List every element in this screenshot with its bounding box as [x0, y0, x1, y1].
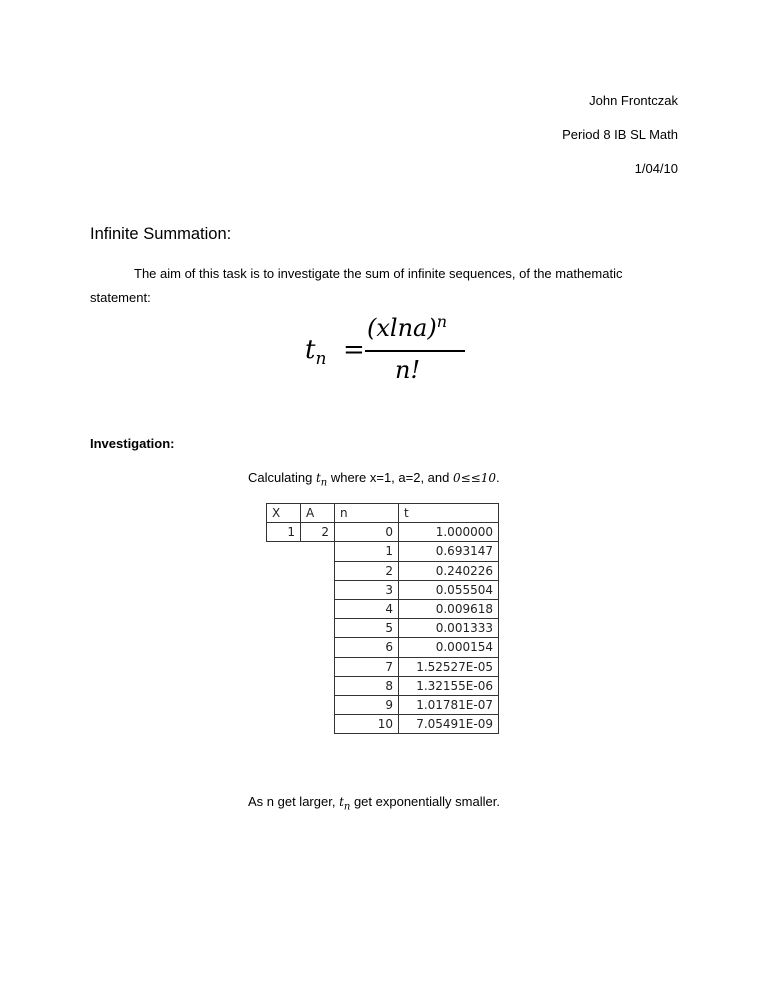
t-cell: 0.001333 — [399, 619, 499, 638]
table-header-cell: n — [335, 504, 399, 523]
range-expression: 0≤≤10 — [452, 471, 496, 485]
table-row — [267, 638, 499, 657]
t-n-symbol: $t_n$ — [315, 471, 328, 489]
table-header-row — [267, 504, 499, 523]
table-header-cell: t — [399, 504, 499, 523]
n-cell: 4 — [335, 599, 399, 618]
table-header-cell: X — [267, 504, 301, 523]
empty-cell — [301, 657, 335, 676]
formula-denominator: n! — [395, 356, 421, 384]
class-period: Period 8 IB SL Math — [562, 127, 678, 142]
empty-cell — [301, 561, 335, 580]
empty-cell — [267, 638, 301, 657]
a-value-cell: 2 — [301, 523, 335, 542]
intro-paragraph — [90, 262, 670, 310]
n-cell: 6 — [335, 638, 399, 657]
x-value-cell: 1 — [267, 523, 301, 542]
t-cell: 0.055504 — [399, 580, 499, 599]
table-row — [267, 523, 499, 542]
table-row — [267, 619, 499, 638]
empty-cell — [301, 715, 335, 734]
n-cell: 9 — [335, 695, 399, 714]
empty-cell — [301, 580, 335, 599]
empty-cell — [301, 676, 335, 695]
table-row — [267, 542, 499, 561]
empty-cell — [267, 561, 301, 580]
table-row — [267, 599, 499, 618]
empty-cell — [267, 657, 301, 676]
empty-cell — [267, 695, 301, 714]
formula — [305, 312, 475, 392]
t-n-symbol: $t_n$ — [339, 795, 351, 813]
t-cell: 0.240226 — [399, 561, 499, 580]
values-table — [266, 503, 499, 734]
n-cell: 10 — [335, 715, 399, 734]
t-cell: 1.000000 — [399, 523, 499, 542]
section-title: Infinite Summation: — [90, 225, 232, 243]
calculation-line: Calculating $t_n$ where x=1, a=2, and 0≤≤10. — [248, 470, 500, 489]
fraction-bar — [365, 350, 465, 352]
t-cell: 0.009618 — [399, 599, 499, 618]
table-row — [267, 695, 499, 714]
n-cell: 0 — [335, 523, 399, 542]
t-cell: 1.01781E-07 — [399, 695, 499, 714]
empty-cell — [267, 580, 301, 599]
author-name: John Frontczak — [589, 93, 678, 108]
t-cell: 7.05491E-09 — [399, 715, 499, 734]
investigation-heading: Investigation: — [90, 436, 175, 451]
empty-cell — [301, 619, 335, 638]
empty-cell — [301, 599, 335, 618]
empty-cell — [301, 638, 335, 657]
t-cell: 0.693147 — [399, 542, 499, 561]
formula-equals: = — [343, 335, 365, 365]
t-cell: 1.32155E-06 — [399, 676, 499, 695]
formula-numerator: $(xlna)^n$ — [367, 312, 448, 342]
empty-cell — [301, 695, 335, 714]
table-row — [267, 561, 499, 580]
empty-cell — [267, 676, 301, 695]
table-row — [267, 676, 499, 695]
n-cell: 2 — [335, 561, 399, 580]
n-cell: 5 — [335, 619, 399, 638]
empty-cell — [267, 619, 301, 638]
n-cell: 7 — [335, 657, 399, 676]
document-date: 1/04/10 — [634, 161, 678, 176]
empty-cell — [301, 542, 335, 561]
n-cell: 1 — [335, 542, 399, 561]
empty-cell — [267, 542, 301, 561]
n-cell: 8 — [335, 676, 399, 695]
table-row — [267, 657, 499, 676]
table-row — [267, 580, 499, 599]
formula-lhs: $t_n$ — [305, 335, 327, 370]
t-cell: 1.52527E-05 — [399, 657, 499, 676]
n-cell: 3 — [335, 580, 399, 599]
empty-cell — [267, 599, 301, 618]
table-row — [267, 715, 499, 734]
intro-text: The aim of this task is to investigate the sum of infinite sequences, of the mathematic statement: — [90, 266, 623, 305]
table-header-cell: A — [301, 504, 335, 523]
t-cell: 0.000154 — [399, 638, 499, 657]
empty-cell — [267, 715, 301, 734]
conclusion-line: As n get larger, $t_n$ get exponentially smaller. — [248, 794, 500, 813]
